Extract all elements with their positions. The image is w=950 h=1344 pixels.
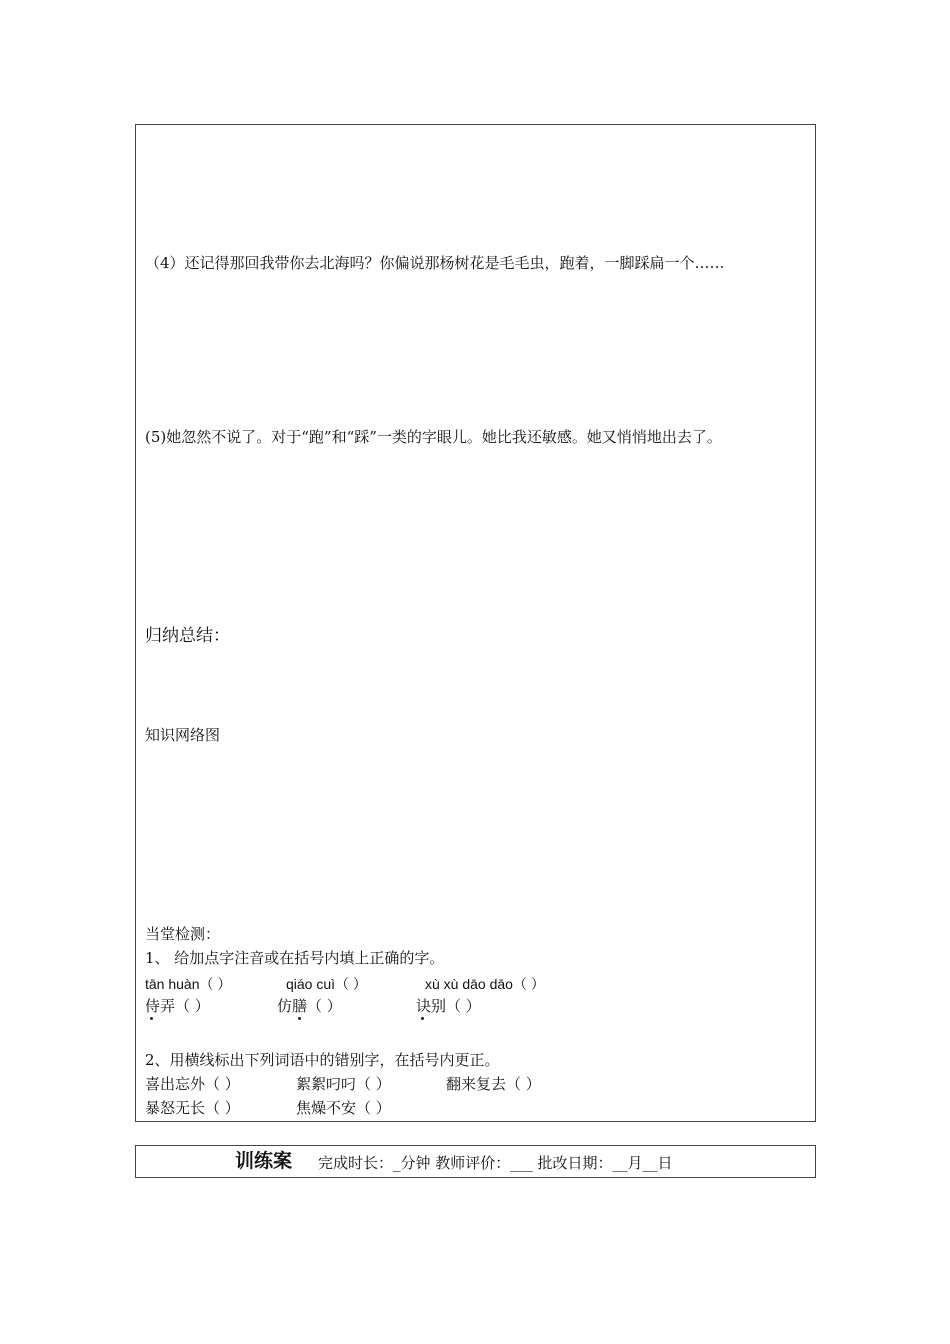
pinyin-item-3: xù xù dāo dāo（ ） [425, 976, 545, 992]
knowledge-network-label: 知识网络图 [145, 726, 221, 744]
footer-title: 训练案 [235, 1151, 293, 1172]
error-word-4: 暴怒无长（ ） [145, 1099, 240, 1117]
question-1-prompt: 1、 给加点字注音或在括号内填上正确的字。 [145, 949, 445, 967]
passage-5: (5)她忽然不说了。对于“跑”和“踩”一类的字眼儿。她比我还敏感。她又悄悄地出去了。 [145, 428, 722, 446]
dotted-word-1: 侍弄（ ） [145, 997, 210, 1015]
emphasis-dot [421, 1017, 424, 1020]
error-word-1: 喜出忘外（ ） [145, 1075, 240, 1093]
error-word-2: 絮絮叼叼（ ） [296, 1075, 391, 1093]
summary-heading: 归纳总结： [145, 626, 230, 646]
emphasis-dot [150, 1017, 153, 1020]
footer-meta: 完成时长：_分钟 教师评价：___ 批改日期：__月__日 [318, 1154, 673, 1172]
pinyin-item-1: tān huàn（ ） [145, 976, 232, 992]
question-2-prompt: 2、用横线标出下列词语中的错别字，在括号内更正。 [145, 1051, 500, 1069]
dotted-word-2: 仿膳（ ） [277, 997, 342, 1015]
emphasis-dot [298, 1017, 301, 1020]
pinyin-item-2: qiáo cuì（ ） [286, 976, 367, 992]
dotted-word-3: 诀别（ ） [416, 997, 481, 1015]
passage-4: （4）还记得那回我带你去北海吗？你偏说那杨树花是毛毛虫，跑着，一脚踩扁一个…… [145, 254, 725, 272]
error-word-5: 焦燥不安（ ） [296, 1099, 391, 1117]
quiz-title: 当堂检测： [145, 925, 221, 943]
error-word-3: 翻来复去（ ） [446, 1075, 541, 1093]
content-frame [135, 124, 816, 1122]
